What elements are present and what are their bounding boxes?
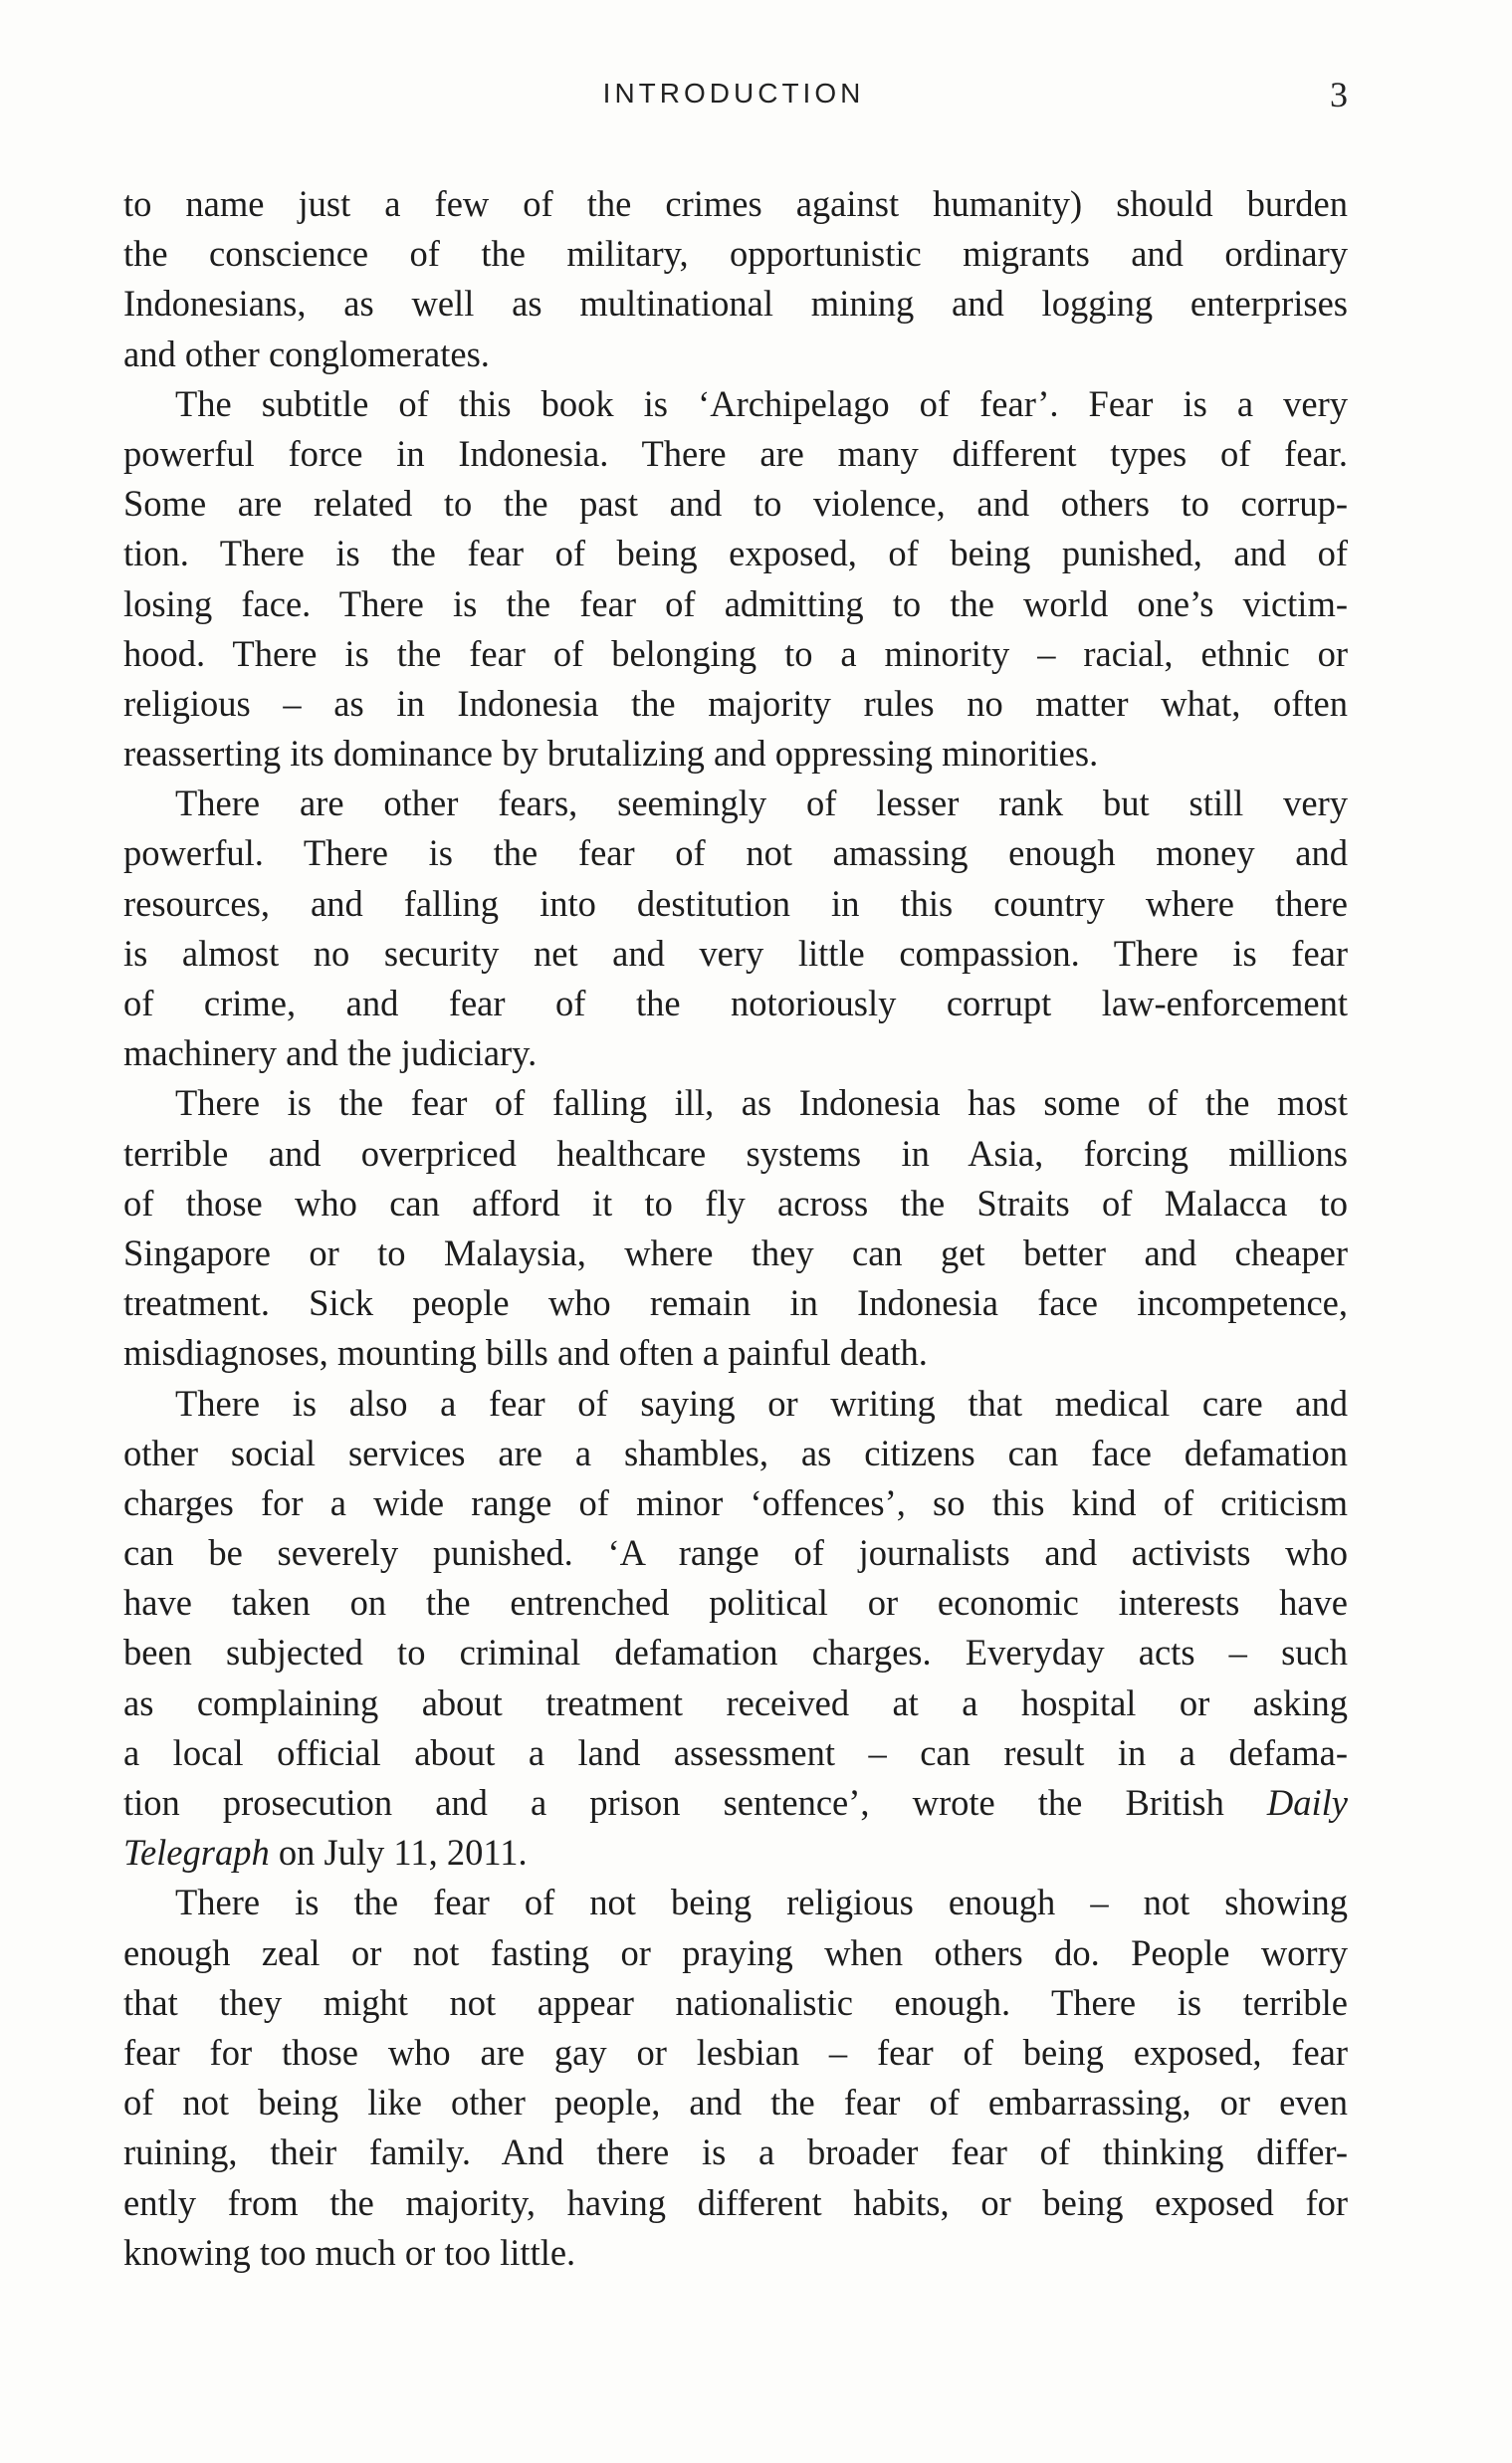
text-line: of not being like other people, and the fear of embarrassing, or even [123, 2082, 1348, 2124]
paragraph [123, 779, 1348, 1078]
publication-title: Telegraph [123, 1832, 270, 1874]
text-line: of those who can afford it to fly across the Straits of Malacca to [123, 1182, 1348, 1224]
text-line: is almost no security net and very little compassion. There is fear [123, 932, 1348, 974]
paragraph [123, 1379, 1348, 1879]
text-line: and other conglomerates. [123, 333, 490, 374]
text-line: The subtitle of this book is ‘Archipelago of fear’. Fear is a very [175, 382, 1348, 424]
text-line: a local official about a land assessment – can result in a defama- [123, 1731, 1348, 1773]
text-line: tion. There is the fear of being exposed, of being punished, and of [123, 533, 1348, 574]
text-line: knowing too much or too little. [123, 2231, 576, 2273]
publication-title: Daily [1266, 1782, 1348, 1823]
text-line: There are other fears, seemingly of lesser rank but still very [175, 783, 1348, 824]
running-title: INTRODUCTION [602, 78, 865, 109]
text-line: enough zeal or not fasting or praying when others do. People worry [123, 1931, 1348, 1973]
text-line: fear for those who are gay or lesbian – fear of being exposed, fear [123, 2031, 1348, 2073]
text-line: Some are related to the past and to violence, and others to corrup- [123, 483, 1348, 525]
text-line: resources, and falling into destitution in this country where there [123, 882, 1348, 924]
text-line: There is also a fear of saying or writing that medical care and [175, 1382, 1348, 1424]
text-line [123, 1828, 1348, 1878]
paragraph [123, 179, 1348, 379]
text-line: powerful. There is the fear of not amassing enough money and [123, 832, 1348, 874]
text-line: have taken on the entrenched political or economic interests have [123, 1582, 1348, 1624]
text-line: hood. There is the fear of belonging to a minority – racial, ethnic or [123, 632, 1348, 674]
text-line: to name just a few of the crimes against humanity) should burden [123, 183, 1348, 224]
text-line [123, 1778, 1348, 1828]
text-line: the conscience of the military, opportunistic migrants and ordinary [123, 233, 1348, 275]
text-line: can be severely punished. ‘A range of journalists and activists who [123, 1532, 1348, 1574]
text-line: ruining, their family. And there is a broader fear of thinking differ- [123, 2131, 1348, 2173]
paragraph [123, 379, 1348, 780]
paragraph [123, 1078, 1348, 1378]
text-line: treatment. Sick people who remain in Indonesia face incompetence, [123, 1282, 1348, 1324]
text-line: losing face. There is the fear of admitting to the world one’s victim- [123, 582, 1348, 624]
text-line: terrible and overpriced healthcare systems in Asia, forcing millions [123, 1132, 1348, 1174]
text-line: reasserting its dominance by brutalizing and oppressing minorities. [123, 733, 1099, 775]
text-segment: on July 11, 2011. [278, 1832, 528, 1874]
paragraph [123, 1878, 1348, 2278]
text-line: that they might not appear nationalistic enough. There is terrible [123, 1981, 1348, 2023]
text-line: There is the fear of not being religious enough – not showing [175, 1882, 1348, 1923]
text-line: powerful force in Indonesia. There are many different types of fear. [123, 432, 1348, 474]
text-line: machinery and the judiciary. [123, 1032, 538, 1074]
text-line: as complaining about treatment received at a hospital or asking [123, 1681, 1348, 1723]
text-line: been subjected to criminal defamation charges. Everyday acts – such [123, 1632, 1348, 1674]
text-line: other social services are a shambles, as citizens can face defamation [123, 1432, 1348, 1473]
text-line: religious – as in Indonesia the majority rules no matter what, often [123, 682, 1348, 724]
text-line: charges for a wide range of minor ‘offences’, so this kind of criticism [123, 1481, 1348, 1523]
body-text [123, 179, 1348, 2278]
running-head [0, 75, 1512, 137]
page-number: 3 [1330, 75, 1348, 114]
text-line: There is the fear of falling ill, as Indonesia has some of the most [175, 1082, 1348, 1124]
text-line: Singapore or to Malaysia, where they can get better and cheaper [123, 1232, 1348, 1273]
text-line: of crime, and fear of the notoriously corrupt law-enforcement [123, 983, 1348, 1023]
text-segment: tion prosecution and a prison sentence’, wrote the British [123, 1782, 1224, 1823]
text-line: ently from the majority, having different habits, or being exposed for [123, 2181, 1348, 2223]
text-line: misdiagnoses, mounting bills and often a painful death. [123, 1332, 928, 1374]
text-line: Indonesians, as well as multinational mining and logging enterprises [123, 283, 1348, 325]
